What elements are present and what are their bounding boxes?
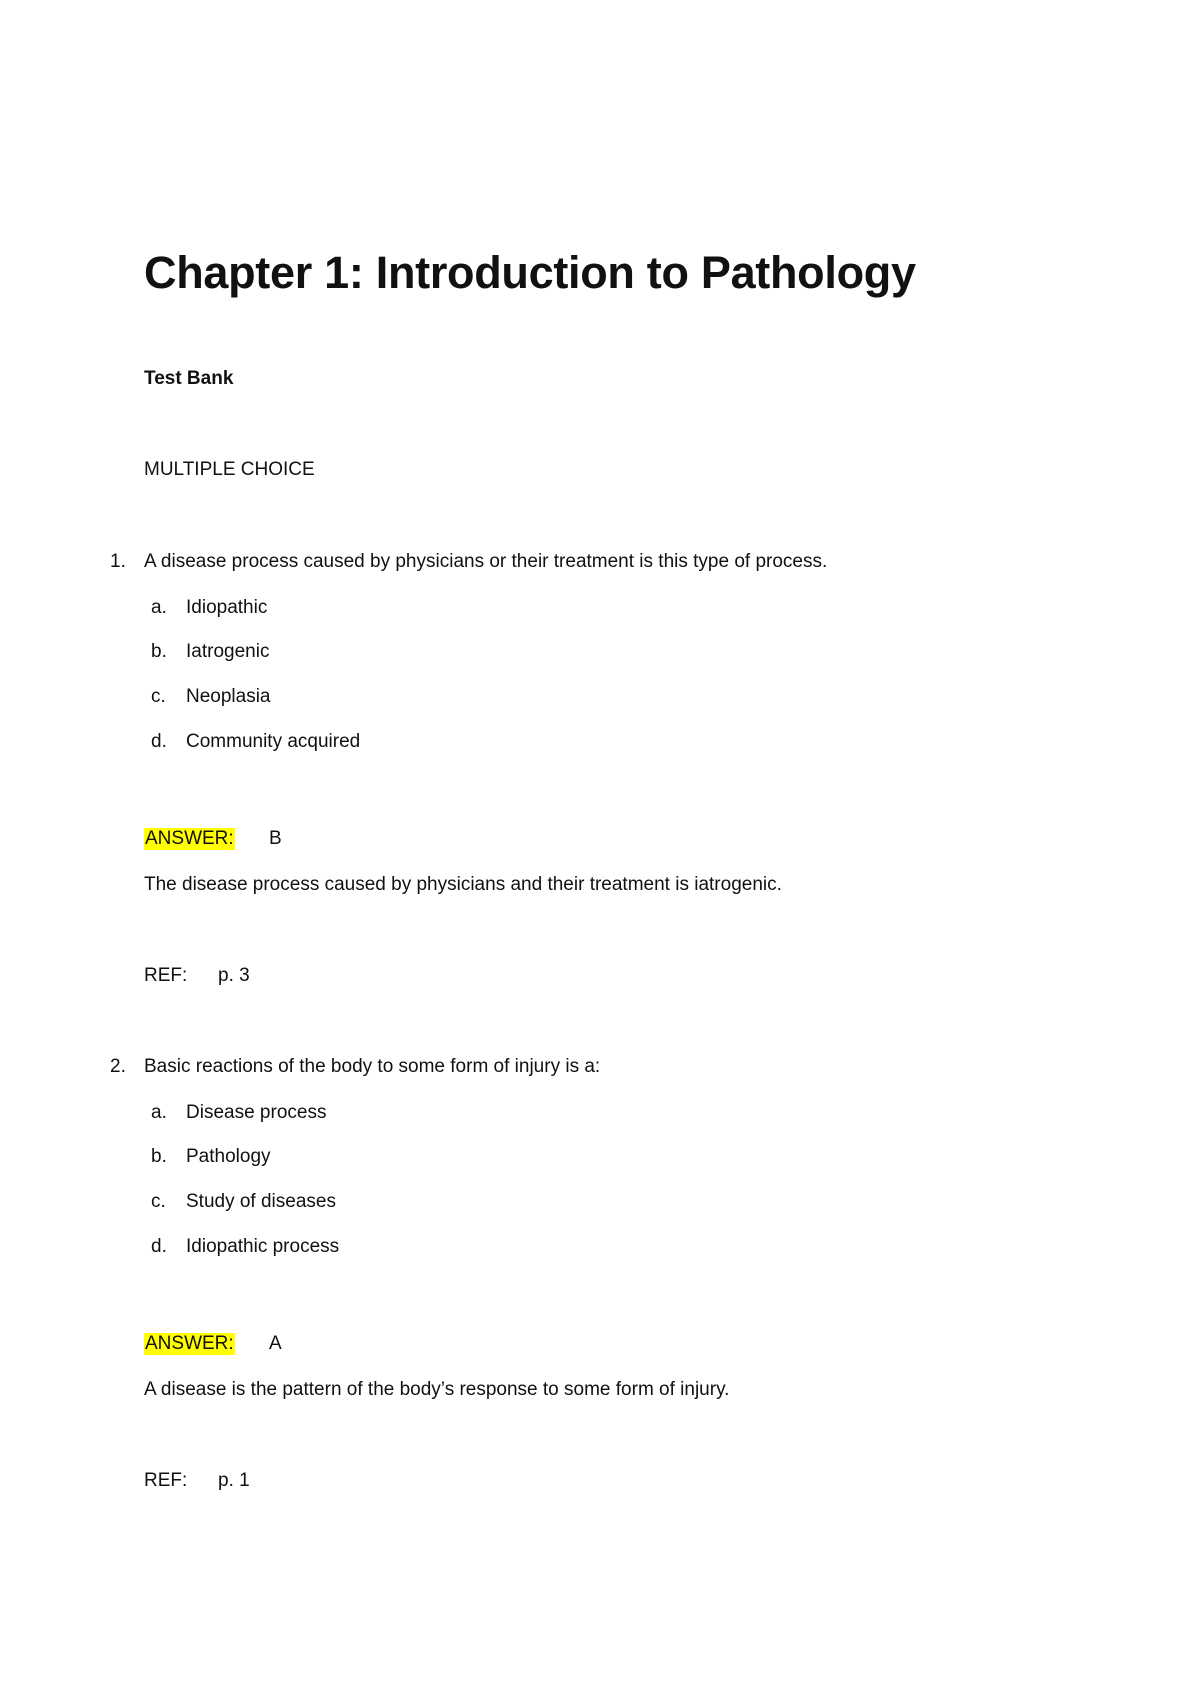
page-title: Chapter 1: Introduction to Pathology bbox=[144, 247, 916, 298]
rationale: The disease process caused by physicians and their treatment is iatrogenic. bbox=[144, 874, 782, 895]
ref-label: REF: bbox=[144, 965, 188, 986]
option-text: Study of diseases bbox=[186, 1191, 336, 1212]
option-text: Idiopathic bbox=[186, 597, 268, 618]
option-letter: a. bbox=[151, 1102, 167, 1123]
question-number: 1. bbox=[110, 551, 126, 572]
section-heading: MULTIPLE CHOICE bbox=[144, 459, 315, 480]
subtitle: Test Bank bbox=[144, 368, 234, 389]
ref-label: REF: bbox=[144, 1470, 188, 1491]
option-text: Pathology bbox=[186, 1146, 271, 1167]
ref-value: p. 3 bbox=[218, 965, 250, 986]
option-text: Neoplasia bbox=[186, 686, 271, 707]
option-text: Disease process bbox=[186, 1102, 327, 1123]
question-text: Basic reactions of the body to some form of injury is a: bbox=[144, 1056, 601, 1077]
answer-label: ANSWER: bbox=[145, 828, 234, 849]
option-text: Idiopathic process bbox=[186, 1236, 340, 1257]
answer-value: B bbox=[269, 828, 282, 849]
option-letter: a. bbox=[151, 597, 167, 618]
option-letter: d. bbox=[151, 1236, 167, 1257]
ref-value: p. 1 bbox=[218, 1470, 250, 1491]
option-letter: d. bbox=[151, 731, 167, 752]
answer-value: A bbox=[269, 1333, 282, 1354]
option-text: Community acquired bbox=[186, 731, 361, 752]
question-number: 2. bbox=[110, 1056, 126, 1077]
option-text: Iatrogenic bbox=[186, 641, 270, 662]
question-text: A disease process caused by physicians or their treatment is this type of process. bbox=[144, 551, 828, 572]
answer-label: ANSWER: bbox=[145, 1333, 234, 1354]
option-letter: b. bbox=[151, 1146, 167, 1167]
option-letter: b. bbox=[151, 641, 167, 662]
option-letter: c. bbox=[151, 1191, 166, 1212]
rationale: A disease is the pattern of the body’s response to some form of injury. bbox=[144, 1379, 730, 1400]
option-letter: c. bbox=[151, 686, 166, 707]
